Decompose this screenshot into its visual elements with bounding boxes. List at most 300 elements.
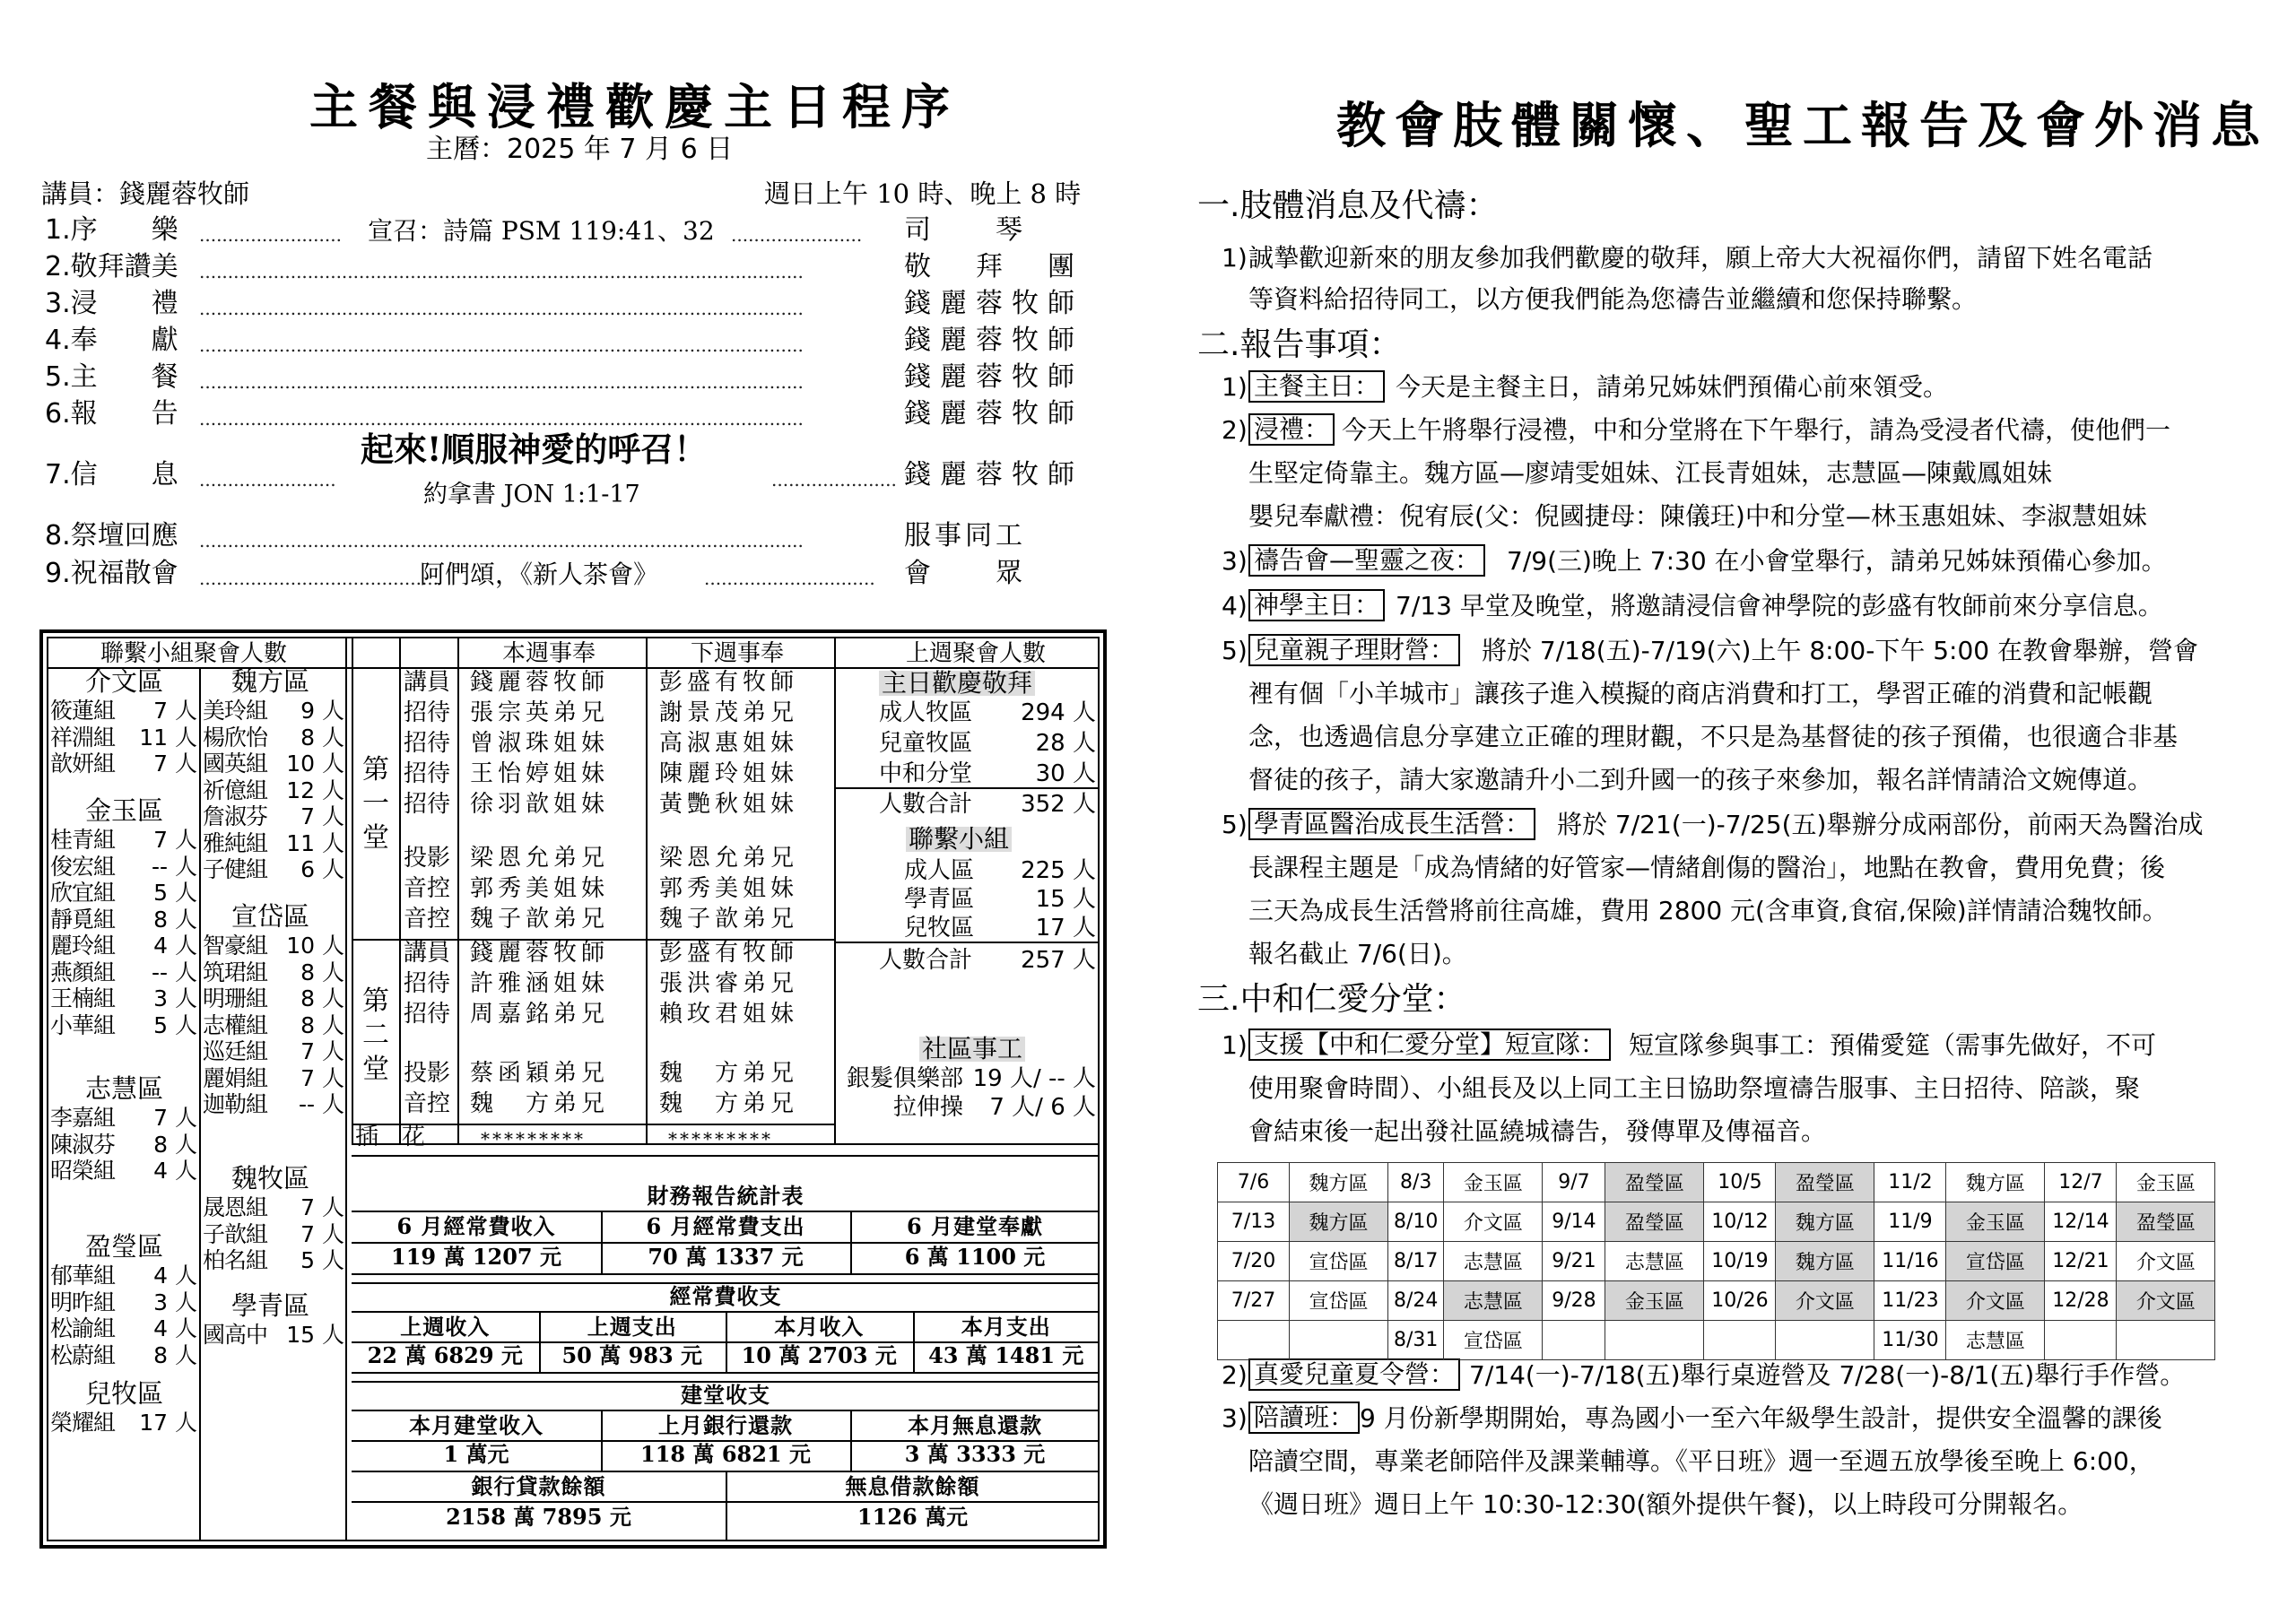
- schedule-date: [1218, 1321, 1290, 1360]
- service-person: 徐羽歆姐妹: [470, 791, 610, 818]
- hall-label: 第一堂: [362, 754, 389, 854]
- schedule-district: 介文區: [1444, 1202, 1543, 1242]
- schedule-date: 12/7: [2045, 1163, 2117, 1202]
- schedule-district: 介文區: [1776, 1281, 1874, 1321]
- attendance-count: 28 人: [1035, 730, 1096, 757]
- item-number: 4): [1222, 591, 1248, 621]
- group-count: 7 人: [300, 1194, 344, 1220]
- item-number: 2): [1222, 1360, 1248, 1390]
- schedule-date: 10/5: [1704, 1163, 1776, 1202]
- group-name: 欣宜組: [50, 880, 116, 906]
- service-role: 講員: [404, 940, 451, 967]
- group-name: 王楠組: [50, 985, 116, 1011]
- schedule-row: [1218, 1321, 2215, 1360]
- group-name: 子健組: [203, 856, 268, 882]
- service-person: 王怡婷姐妹: [470, 760, 610, 787]
- item-text: 7/14(一)-7/18(五)舉行桌遊營及 7/28(一)-8/1(五)舉行手作營。: [1469, 1360, 2186, 1390]
- service-person: 魏子歆弟兄: [470, 906, 610, 933]
- item-text: 將於 7/21(一)-7/25(五)舉辦分成兩部份，前兩天為醫治成: [1557, 810, 2204, 839]
- schedule-row: [1218, 1202, 2215, 1242]
- group-count: 4 人: [153, 1158, 197, 1184]
- program-dots: ..............................: [704, 568, 875, 589]
- item-text: 7/13 早堂及晚堂，將邀請浸信會神學院的彭盛有牧師前來分享信息。: [1396, 591, 2163, 621]
- finance-subtitle: 經常費收支: [669, 1283, 782, 1309]
- group-name: 燕顏組: [50, 959, 116, 985]
- group-name: 詹淑芬: [203, 803, 268, 829]
- item-text: 裡有個「小羊城市」讓孩子進入模擬的商店消費和打工，學習正確的消費和記帳觀: [1248, 679, 2153, 708]
- schedule-date: 8/17: [1388, 1242, 1444, 1281]
- program-number: 2.敬拜讚美: [45, 251, 178, 282]
- district-name: 介文區: [85, 666, 164, 697]
- right-title: 教會肢體關懷、聖工報告及會外消息: [1336, 96, 2270, 154]
- column-rule: [352, 637, 353, 1143]
- group-name: 巡廷組: [203, 1038, 268, 1064]
- service-time: 週日上午 10 時、晚上 8 時: [764, 178, 1082, 209]
- program-dots: .......................: [731, 224, 863, 246]
- service-person: 許雅涵姐妹: [470, 970, 610, 997]
- table-rule: [539, 1311, 541, 1372]
- group-count: 7 人: [153, 698, 197, 724]
- item-text: 生堅定倚靠主。魏方區—廖靖雯姐妹、江長青姐妹，志慧區—陳戴鳳姐妹: [1248, 458, 2053, 488]
- community-label: 拉伸操: [892, 1094, 963, 1121]
- schedule-date: 8/3: [1388, 1163, 1444, 1202]
- group-count: 8 人: [300, 1011, 344, 1038]
- group-count: 8 人: [300, 985, 344, 1011]
- schedule-district: 魏方區: [1290, 1202, 1388, 1242]
- service-person-next: 黃艷秋姐妹: [659, 791, 799, 818]
- group-name: 雅純組: [203, 829, 268, 856]
- schedule-date: 8/24: [1388, 1281, 1444, 1321]
- group-count: 3 人: [153, 985, 197, 1011]
- finance-label: 上月銀行還款: [658, 1412, 793, 1438]
- table-rule: [726, 1471, 727, 1541]
- service-role: 音控: [404, 906, 451, 933]
- group-count: 7 人: [300, 1038, 344, 1064]
- item-text: 督徒的孩子，請大家邀請升小二到升國一的孩子來參加，報名詳情請洽文婉傳道。: [1248, 765, 2153, 794]
- groups-header: 聯繫小組聚會人數: [100, 640, 288, 667]
- item-text: 將於 7/18(五)-7/19(六)上午 8:00-下午 5:00 在教會舉辦，營會: [1482, 636, 2199, 665]
- item-text: 今天上午將舉行浸禮，中和分堂將在下午舉行，請為受浸者代禱，使他們一: [1342, 415, 2171, 445]
- schedule-date: 7/13: [1218, 1202, 1290, 1242]
- program-dots: .........................: [199, 224, 342, 246]
- group-name: 迦勒組: [203, 1091, 268, 1117]
- group-name: 靜覓組: [50, 906, 116, 933]
- group-name: 昭榮組: [50, 1158, 116, 1184]
- sunday-title: 主日歡慶敬拜: [879, 671, 1035, 696]
- schedule-date: 10/19: [1704, 1242, 1776, 1281]
- schedule-district: 盈瑩區: [1605, 1163, 1704, 1202]
- group-count: 5 人: [153, 880, 197, 906]
- item-tag: 浸禮：: [1248, 413, 1335, 446]
- service-person: 郭秀美姐妹: [470, 875, 610, 902]
- program-title: 主餐與浸禮歡慶主日程序: [309, 78, 961, 135]
- group-count: 7 人: [300, 1220, 344, 1247]
- service-person: 梁恩允弟兄: [470, 845, 610, 872]
- community-title: 社區事工: [919, 1037, 1025, 1062]
- group-name: 柏名組: [203, 1247, 268, 1273]
- schedule-date: 8/31: [1388, 1321, 1444, 1360]
- last-week-header: 上週聚會人數: [906, 640, 1047, 667]
- group-count: 8 人: [300, 959, 344, 985]
- schedule-date: 10/26: [1704, 1281, 1776, 1321]
- finance-value: 50 萬 983 元: [561, 1342, 703, 1368]
- item-number: 2): [1222, 415, 1248, 445]
- attendance-total: 352 人: [1021, 791, 1096, 818]
- schedule-district: 魏方區: [1776, 1202, 1874, 1242]
- schedule-row: [1218, 1163, 2215, 1202]
- service-role: 招待: [404, 730, 451, 757]
- service-person: 錢麗蓉牧師: [470, 669, 610, 696]
- schedule-date: 12/14: [2045, 1202, 2117, 1242]
- schedule-district: 盈瑩區: [1605, 1202, 1704, 1242]
- service-role: 招待: [404, 760, 451, 787]
- column-rule: [834, 637, 836, 1143]
- service-person: 周嘉銘弟兄: [470, 1001, 610, 1028]
- program-number: 8.祭壇回應: [45, 520, 178, 551]
- group-name: 松蔚組: [50, 1341, 116, 1368]
- group-name: 楊欣怡: [203, 724, 268, 751]
- service-person-next: 梁恩允弟兄: [659, 845, 799, 872]
- schedule-date: [2045, 1321, 2117, 1360]
- item-text: 嬰兒奉獻禮：倪宥辰(父：倪國捷母：陳儀玨)中和分堂—林玉惠姐妹、李淑慧姐妹: [1248, 501, 2147, 531]
- column-rule: [457, 637, 459, 1143]
- finance-value: 3 萬 3333 元: [904, 1441, 1046, 1467]
- program-dots: ..........................................................................................................: [199, 261, 804, 282]
- schedule-date: 11/2: [1874, 1163, 1946, 1202]
- program-responsible: 錢麗蓉牧師: [904, 325, 1083, 356]
- flower-next: *********: [668, 1128, 773, 1150]
- district-name: 盈瑩區: [85, 1231, 164, 1262]
- program-number: 6.報 告: [45, 398, 178, 430]
- group-count: 8 人: [153, 1131, 197, 1158]
- group-name: 筱蓮組: [50, 698, 116, 724]
- next-week-header: 下週事奉: [691, 640, 785, 667]
- schedule-district: 宣岱區: [1290, 1281, 1388, 1321]
- group-count: 7 人: [300, 803, 344, 829]
- schedule-district: 志慧區: [1605, 1242, 1704, 1281]
- item-tag: 真愛兒童夏令營：: [1248, 1358, 1460, 1391]
- schedule-date: 7/27: [1218, 1281, 1290, 1321]
- schedule-date: 9/14: [1543, 1202, 1605, 1242]
- schedule-district: 宣岱區: [1290, 1242, 1388, 1281]
- program-responsible: 錢麗蓉牧師: [904, 398, 1083, 430]
- finance-value: 6 萬 1100 元: [904, 1244, 1046, 1270]
- schedule-date: [1543, 1321, 1605, 1360]
- item-text: 三天為成長生活營將前往高雄，費用 2800 元(含車資,食宿,保險)詳情請洽魏牧師。: [1248, 896, 2168, 925]
- service-role: 講員: [404, 669, 451, 696]
- service-person-next: 彭盛有牧師: [659, 669, 799, 696]
- attendance-total-label: 人數合計: [879, 947, 973, 974]
- finance-value: 119 萬 1207 元: [391, 1244, 561, 1270]
- program-date: 主曆：2025 年 7 月 6 日: [426, 134, 734, 165]
- group-name: 明珊組: [203, 985, 268, 1011]
- item-tag: 兒童親子理財營：: [1248, 634, 1460, 666]
- item-text: 短宣隊參與事工：預備愛筵（需事先做好，不可: [1629, 1030, 2157, 1060]
- flower-label: 插 花: [355, 1124, 426, 1150]
- service-person: 魏 方弟兄: [470, 1090, 610, 1117]
- group-count: -- 人: [299, 1091, 344, 1117]
- service-person-next: 彭盛有牧師: [659, 940, 799, 967]
- community-count: 7 人/ 6 人: [989, 1094, 1096, 1121]
- service-person-next: 高淑惠姐妹: [659, 730, 799, 757]
- group-count: 7 人: [153, 751, 197, 777]
- item-text: 長課程主題是「成為情緒的好管家—情緒創傷的醫治」，地點在教會，費用免費；後: [1248, 853, 2166, 882]
- group-name: 小華組: [50, 1011, 116, 1038]
- group-name: 麗娟組: [203, 1064, 268, 1091]
- finance-label: 本月無息還款: [908, 1412, 1042, 1438]
- program-responsible: 敬 拜 團: [904, 251, 1083, 282]
- item-text: 使用聚會時間）、小組長及以上同工主日協助祭壇禱告服事、主日招待、陪談，聚: [1248, 1073, 2141, 1103]
- group-count: 4 人: [153, 1263, 197, 1289]
- group-name: 國英組: [203, 751, 268, 777]
- service-person-next: 謝景茂弟兄: [659, 699, 799, 726]
- attendance-rule: [834, 787, 1100, 789]
- program-dots: ..........................................................................................................: [199, 408, 804, 430]
- schedule-district: [1290, 1321, 1388, 1360]
- service-person-next: 賴玫君姐妹: [659, 1001, 799, 1028]
- group-count: 15 人: [286, 1322, 344, 1348]
- attendance-count: 17 人: [1035, 915, 1096, 942]
- service-person: 曾淑珠姐妹: [470, 730, 610, 757]
- item-number: 5): [1222, 636, 1248, 665]
- schedule-date: 12/28: [2045, 1281, 2117, 1321]
- group-count: 12 人: [286, 777, 344, 803]
- table-rule: [352, 1211, 1100, 1212]
- group-name: 松諭組: [50, 1315, 116, 1341]
- sermon-scripture: 約拿書 JON 1:1-17: [423, 481, 640, 508]
- service-person-next: 魏 方弟兄: [659, 1090, 799, 1117]
- attendance-label: 成人區: [904, 857, 975, 884]
- group-count: 8 人: [153, 1341, 197, 1368]
- group-name: 麗玲組: [50, 933, 116, 959]
- column-rule: [199, 667, 201, 1541]
- district-name: 學青區: [231, 1290, 310, 1321]
- group-name: 祈億組: [203, 777, 268, 803]
- group-attendance-title: 聯繫小組: [906, 827, 1012, 852]
- service-role: 招待: [404, 699, 451, 726]
- service-person-next: 陳麗玲姐妹: [659, 760, 799, 787]
- finance-label: 上週支出: [587, 1314, 677, 1340]
- schedule-date: 9/28: [1543, 1281, 1605, 1321]
- item-tag: 禱告會—聖靈之夜：: [1248, 544, 1485, 577]
- service-role: 音控: [404, 875, 451, 902]
- table-rule: [913, 1311, 915, 1372]
- speaker-line: 講員：錢麗蓉牧師: [41, 178, 250, 209]
- program-number: 3.浸 禮: [45, 288, 178, 319]
- group-count: 7 人: [153, 827, 197, 853]
- section-heading: 一.肢體消息及代禱：: [1197, 187, 1499, 224]
- group-name: 桂青組: [50, 827, 116, 853]
- schedule-date: 9/21: [1543, 1242, 1605, 1281]
- program-detail: 阿們頌，《新人茶會》: [420, 560, 659, 589]
- group-count: 17 人: [139, 1410, 197, 1436]
- schedule-date: 12/21: [2045, 1242, 2117, 1281]
- item-number: 5): [1222, 810, 1248, 839]
- schedule-district: 介文區: [1946, 1281, 2045, 1321]
- finance-value: 2158 萬 7895 元: [446, 1504, 631, 1530]
- group-name: 志權組: [203, 1011, 268, 1038]
- column-rule: [399, 637, 401, 1143]
- group-count: 6 人: [300, 856, 344, 882]
- sermon-title: 起來!順服神愛的呼召！: [361, 430, 708, 469]
- service-role: 招待: [404, 791, 451, 818]
- finance-value: 70 萬 1337 元: [648, 1244, 804, 1270]
- item-text: 陪讀空間，專業老師陪伴及課業輔導。《平日班》週一至週五放學後至晚上 6:00，: [1248, 1446, 2154, 1476]
- group-count: 3 人: [153, 1289, 197, 1315]
- finance-label: 本月收入: [774, 1314, 865, 1340]
- schedule-district: 宣岱區: [1444, 1321, 1543, 1360]
- service-person-next: 張洪睿弟兄: [659, 970, 799, 997]
- schedule-table: [1217, 1162, 2215, 1360]
- community-count: 19 人/ -- 人: [972, 1065, 1096, 1092]
- program-number: 4.奉 獻: [45, 325, 178, 356]
- program-responsible: 司 琴: [904, 214, 1026, 246]
- item-text: 今天是主餐主日，請弟兄姊妹們預備心前來領受。: [1396, 372, 1949, 402]
- group-name: 祥淵組: [50, 724, 116, 751]
- attendance-label: 學青區: [904, 886, 975, 913]
- district-name: 金玉區: [85, 795, 164, 826]
- service-person: 錢麗蓉牧師: [470, 940, 610, 967]
- group-name: 歆妍組: [50, 751, 116, 777]
- group-count: 10 人: [286, 933, 344, 959]
- program-dots: ..........................................................................................................: [199, 334, 804, 356]
- program-responsible: 會 眾: [904, 558, 1026, 589]
- district-name: 魏方區: [231, 666, 310, 697]
- table-rule: [352, 1372, 1100, 1374]
- item-tag: 學青區醫治成長生活營：: [1248, 808, 1535, 840]
- schedule-district: 宣岱區: [1946, 1242, 2045, 1281]
- group-name: 李嘉組: [50, 1105, 116, 1131]
- finance-label: 6 月經常費支出: [646, 1213, 805, 1239]
- district-name: 宣岱區: [231, 901, 310, 932]
- attendance-total-label: 人數合計: [879, 791, 973, 818]
- schedule-district: [2117, 1321, 2215, 1360]
- program-number: 7.信 息: [45, 459, 178, 490]
- group-count: 4 人: [153, 933, 197, 959]
- group-count: 11 人: [139, 724, 197, 751]
- group-count: 5 人: [300, 1247, 344, 1273]
- attendance-count: 294 人: [1021, 699, 1096, 726]
- service-person-next: 魏 方弟兄: [659, 1060, 799, 1087]
- column-rule: [345, 637, 347, 1541]
- group-name: 郁華組: [50, 1263, 116, 1289]
- schedule-date: 7/20: [1218, 1242, 1290, 1281]
- item-text: 念，也透過信息分享建立正確的理財觀，不只是為基督徒的孩子預備，也很適合非基: [1248, 722, 2179, 751]
- section-heading: 三.中和仁愛分堂：: [1197, 981, 1466, 1018]
- item-text: 9 月份新學期開始，專為國小一至六年級學生設計，提供安全溫馨的課後: [1360, 1403, 2162, 1433]
- finance-rule: [352, 1155, 1100, 1157]
- program-responsible: 錢麗蓉牧師: [904, 361, 1083, 393]
- finance-label: 上週收入: [400, 1314, 491, 1340]
- attendance-label: 中和分堂: [879, 760, 973, 787]
- group-count: -- 人: [152, 853, 197, 880]
- attendance-total: 257 人: [1021, 947, 1096, 974]
- column-rule: [646, 637, 648, 1143]
- item-number: 3): [1222, 546, 1248, 576]
- attendance-label: 成人牧區: [879, 699, 973, 726]
- this-week-header: 本週事奉: [502, 640, 596, 667]
- community-label: 銀髮俱樂部: [846, 1065, 963, 1092]
- schedule-row: [1218, 1242, 2215, 1281]
- item-number: 1): [1222, 372, 1248, 402]
- table-rule: [726, 1311, 727, 1372]
- program-dots: ..........................................................................................................: [199, 371, 804, 393]
- item-number: 1): [1222, 243, 1248, 273]
- schedule-district: 志慧區: [1444, 1281, 1543, 1321]
- schedule-district: 介文區: [2117, 1242, 2215, 1281]
- finance-label: 無息借款餘額: [845, 1473, 980, 1499]
- program-number: 5.主 餐: [45, 361, 178, 393]
- item-text: 報名截止 7/6(日)。: [1248, 939, 1467, 968]
- service-person: 張宗英弟兄: [470, 699, 610, 726]
- schedule-district: 金玉區: [2117, 1163, 2215, 1202]
- schedule-date: 7/6: [1218, 1163, 1290, 1202]
- schedule-district: 金玉區: [1444, 1163, 1543, 1202]
- group-name: 榮耀組: [50, 1410, 116, 1436]
- schedule-district: 魏方區: [1946, 1163, 2045, 1202]
- table-rule: [601, 1211, 603, 1273]
- item-tag: 主餐主日：: [1248, 370, 1385, 403]
- table-rule: [352, 1273, 1100, 1275]
- district-name: 志慧區: [85, 1073, 164, 1104]
- item-tag: 神學主日：: [1248, 589, 1385, 621]
- group-name: 智豪組: [203, 933, 268, 959]
- service-person-next: 郭秀美姐妹: [659, 875, 799, 902]
- group-name: 明昨組: [50, 1289, 116, 1315]
- schedule-district: 介文區: [2117, 1281, 2215, 1321]
- group-count: 7 人: [153, 1105, 197, 1131]
- schedule-district: 志慧區: [1946, 1321, 2045, 1360]
- group-count: 7 人: [300, 1064, 344, 1091]
- item-tag: 支援【中和仁愛分堂】短宣隊：: [1248, 1028, 1611, 1061]
- finance-subtitle: 建堂收支: [681, 1382, 770, 1408]
- table-rule: [850, 1211, 852, 1273]
- item-text: 7/9(三)晚上 7:30 在小會堂舉行，請弟兄姊妹預備心參加。: [1507, 546, 2167, 576]
- item-text: 誠摯歡迎新來的朋友參加我們歡慶的敬拜，願上帝大大祝福你們，請留下姓名電話: [1248, 243, 2153, 273]
- finance-label: 本月支出: [961, 1314, 1051, 1340]
- finance-value: 1126 萬元: [857, 1504, 969, 1530]
- attendance-count: 30 人: [1035, 760, 1096, 787]
- service-person: 蔡函穎弟兄: [470, 1060, 610, 1087]
- schedule-district: 金玉區: [1946, 1202, 2045, 1242]
- finance-value: 43 萬 1481 元: [928, 1342, 1084, 1368]
- attendance-count: 15 人: [1035, 886, 1096, 913]
- schedule-date: 11/9: [1874, 1202, 1946, 1242]
- service-role: 投影: [404, 845, 451, 872]
- program-responsible: 錢麗蓉牧師: [904, 459, 1083, 490]
- group-count: 4 人: [153, 1315, 197, 1341]
- group-name: 子歆組: [203, 1220, 268, 1247]
- program-dots: ........................: [199, 469, 336, 490]
- schedule-date: 10/12: [1704, 1202, 1776, 1242]
- schedule-date: 9/7: [1543, 1163, 1605, 1202]
- item-number: 1): [1222, 1030, 1248, 1060]
- program-dots: ..........................................................................................................: [199, 530, 804, 551]
- finance-label: 6 月建堂奉獻: [906, 1213, 1044, 1239]
- schedule-district: [1776, 1321, 1874, 1360]
- group-name: 美玲組: [203, 698, 268, 724]
- schedule-district: 金玉區: [1605, 1281, 1704, 1321]
- schedule-district: 盈瑩區: [1776, 1163, 1874, 1202]
- schedule-district: [1605, 1321, 1704, 1360]
- program-dots: ......................: [771, 469, 897, 490]
- schedule-district: 魏方區: [1776, 1242, 1874, 1281]
- attendance-label: 兒童牧區: [879, 730, 973, 757]
- group-count: 8 人: [153, 906, 197, 933]
- finance-value: 22 萬 6829 元: [367, 1342, 523, 1368]
- group-count: 5 人: [153, 1011, 197, 1038]
- finance-label: 6 月經常費收入: [396, 1213, 556, 1239]
